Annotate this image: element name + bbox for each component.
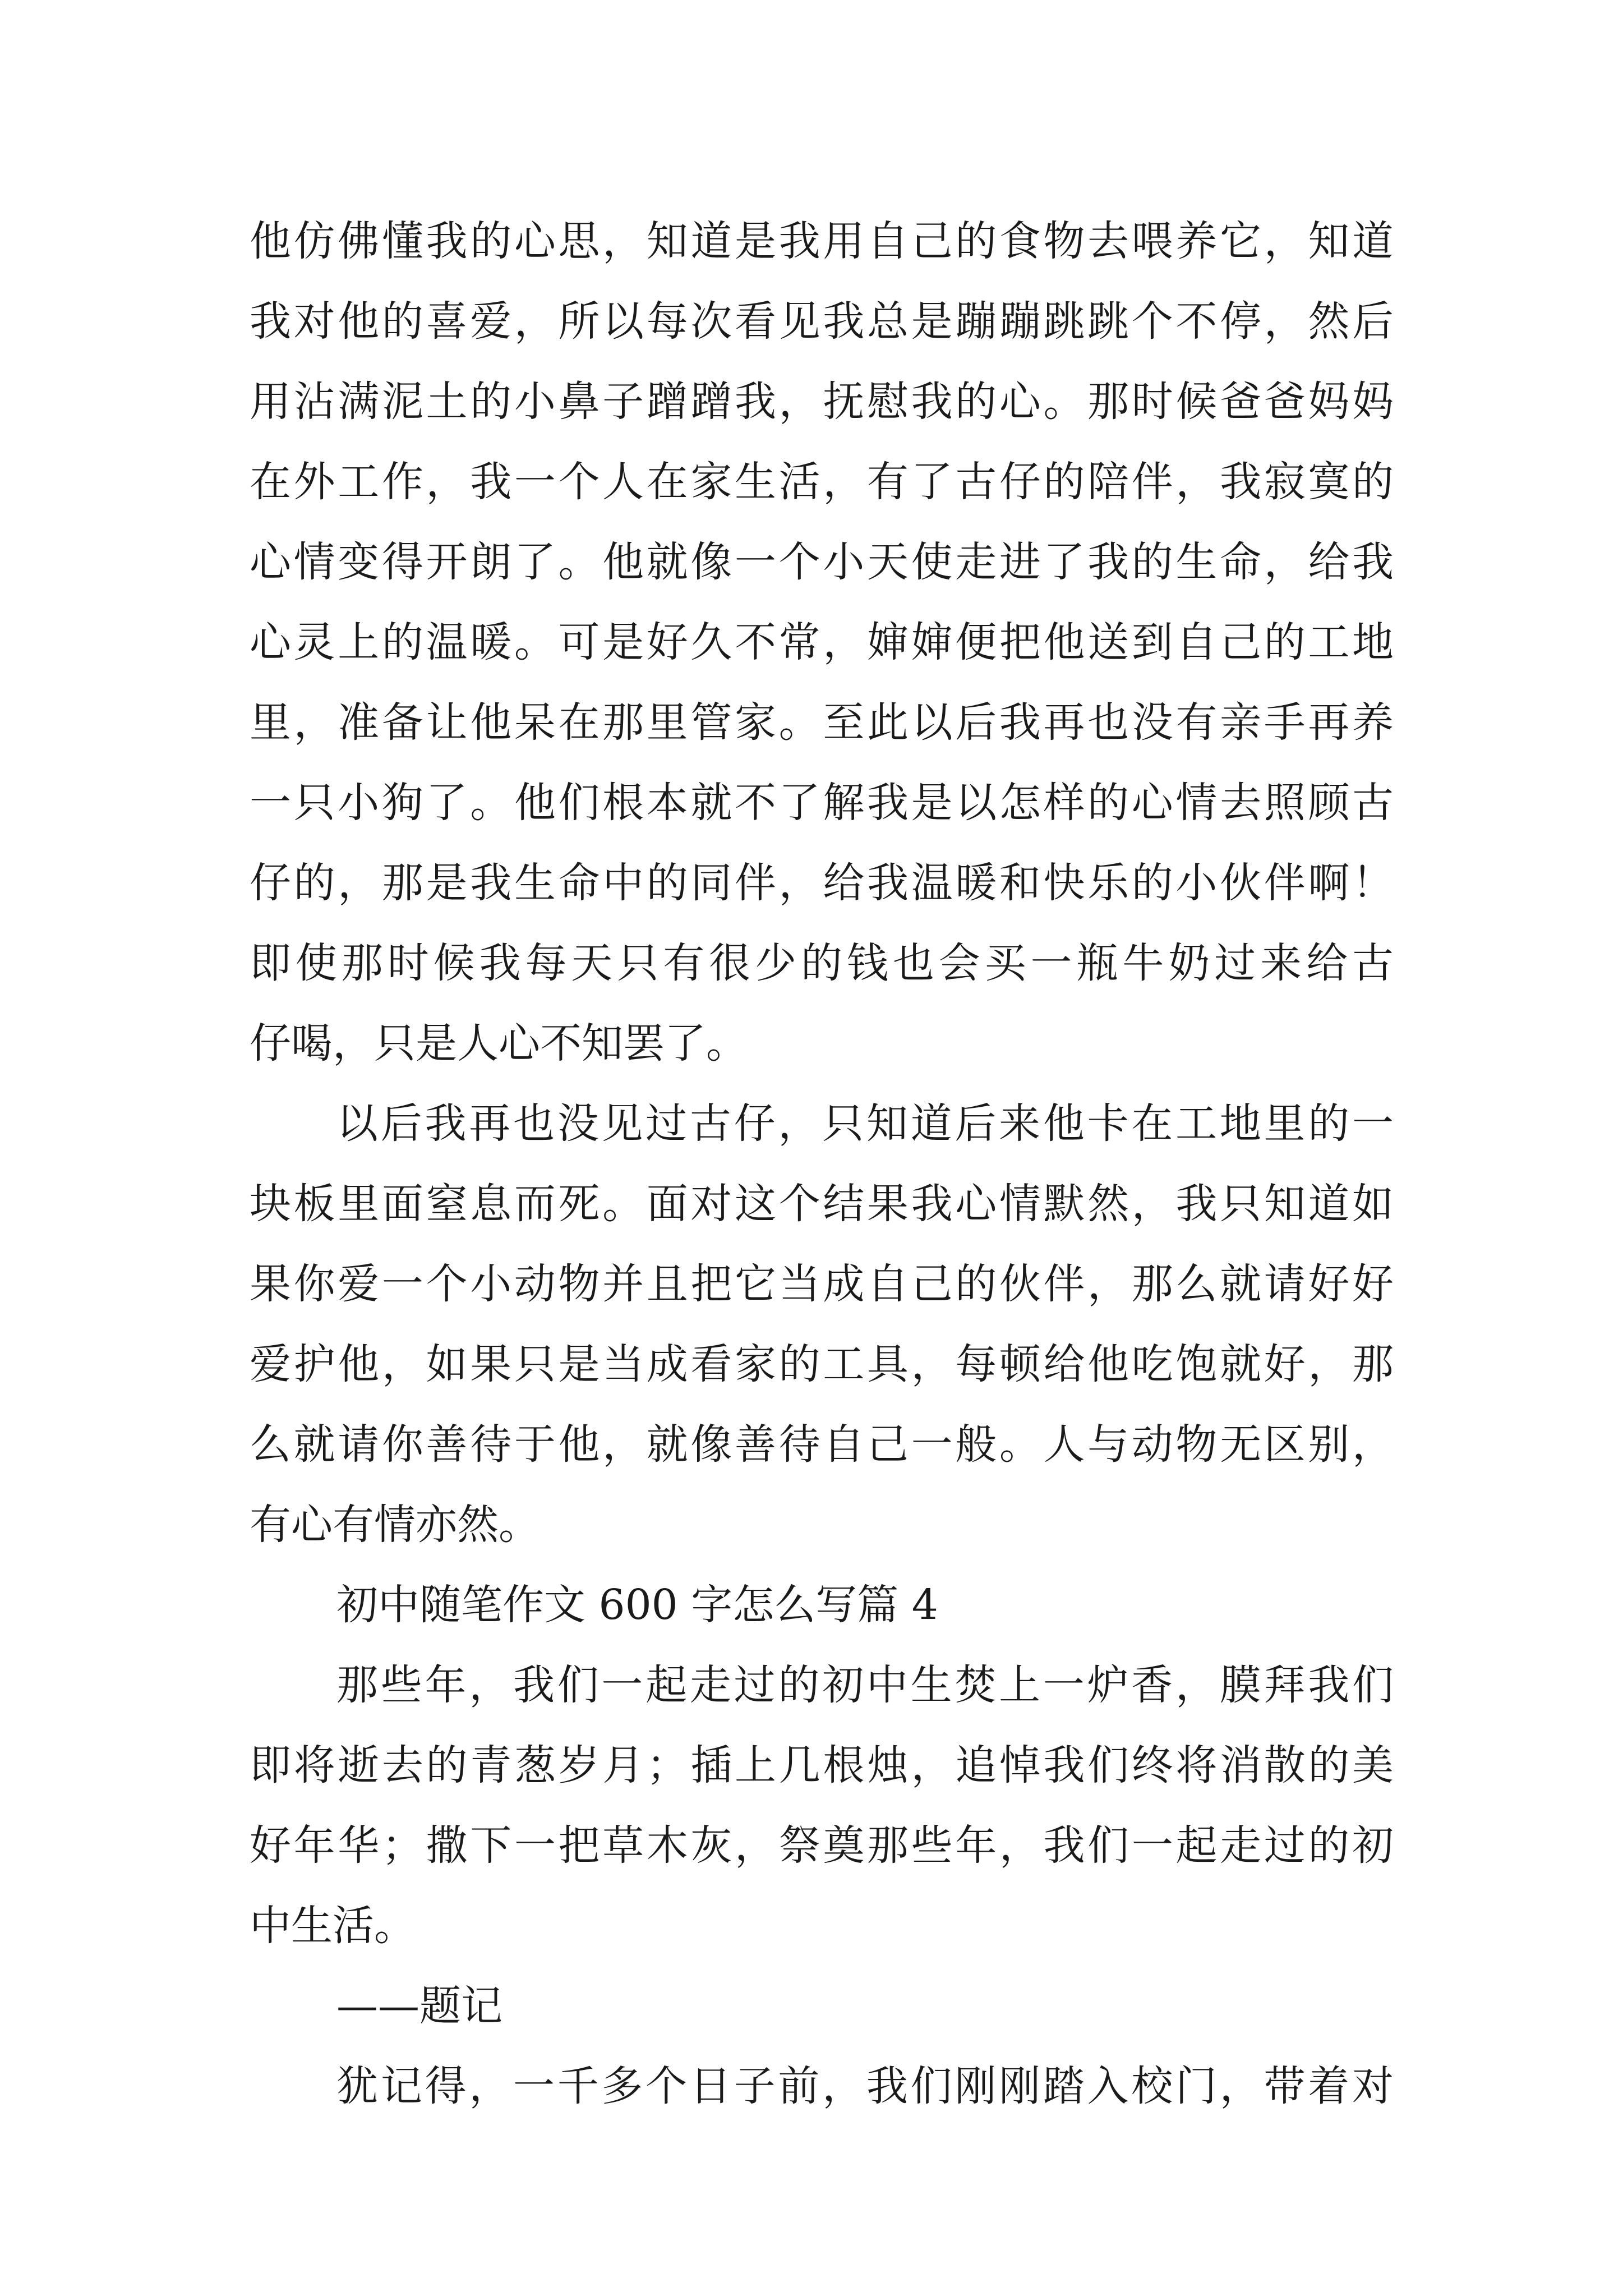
text-line: 在外工作，我一个人在家生活，有了古仔的陪伴，我寂寞的 bbox=[250, 458, 1394, 506]
text-line: 心情变得开朗了。他就像一个小天使走进了我的生命，给我 bbox=[250, 538, 1394, 586]
text-line: 果你爱一个小动物并且把它当成自己的伙伴，那么就请好好 bbox=[250, 1260, 1394, 1308]
text-line: 他仿佛懂我的心思，知道是我用自己的食物去喂养它，知道 bbox=[250, 217, 1394, 265]
text-line: 有心有情亦然。 bbox=[250, 1501, 540, 1549]
text-line: 用沾满泥土的小鼻子蹭蹭我，抚慰我的心。那时候爸爸妈妈 bbox=[250, 378, 1394, 426]
text-line: 仔喝，只是人心不知罢了。 bbox=[250, 1019, 748, 1068]
text-line: 一只小狗了。他们根本就不了解我是以怎样的心情去照顾古 bbox=[250, 779, 1394, 827]
text-line: 仔的，那是我生命中的同伴，给我温暖和快乐的小伙伴啊！ bbox=[250, 859, 1394, 907]
text-line: 即将逝去的青葱岁月；插上几根烛，追悼我们终将消散的美 bbox=[250, 1741, 1394, 1789]
text-line: 好年华；撒下一把草木灰，祭奠那些年，我们一起走过的初 bbox=[250, 1821, 1394, 1870]
paragraph-first-line: 犹记得，一千多个日子前，我们刚刚踏入校门，带着对 bbox=[336, 2062, 1394, 2110]
epigraph-attribution: ——题记 bbox=[336, 1982, 502, 2030]
paragraph-first-line: 那些年，我们一起走过的初中生焚上一炉香，膜拜我们 bbox=[336, 1661, 1394, 1709]
text-line: 我对他的喜爱，所以每次看见我总是蹦蹦跳跳个不停，然后 bbox=[250, 297, 1394, 346]
text-line: 中生活。 bbox=[250, 1902, 416, 1950]
text-line: 爱护他，如果只是当成看家的工具，每顿给他吃饱就好，那 bbox=[250, 1340, 1394, 1388]
text-line: 心灵上的温暖。可是好久不常，婶婶便把他送到自己的工地 bbox=[250, 618, 1394, 666]
text-line: 么就请你善待于他，就像善待自己一般。人与动物无区别， bbox=[250, 1420, 1394, 1469]
section-heading: 初中随笔作文 600 字怎么写篇 4 bbox=[336, 1581, 938, 1629]
text-line: 块板里面窒息而死。面对这个结果我心情默然，我只知道如 bbox=[250, 1180, 1394, 1228]
text-line: 里，准备让他呆在那里管家。至此以后我再也没有亲手再养 bbox=[250, 698, 1394, 747]
paragraph-first-line: 以后我再也没见过古仔，只知道后来他卡在工地里的一 bbox=[336, 1099, 1394, 1148]
text-line: 即使那时候我每天只有很少的钱也会买一瓶牛奶过来给古 bbox=[250, 939, 1394, 987]
